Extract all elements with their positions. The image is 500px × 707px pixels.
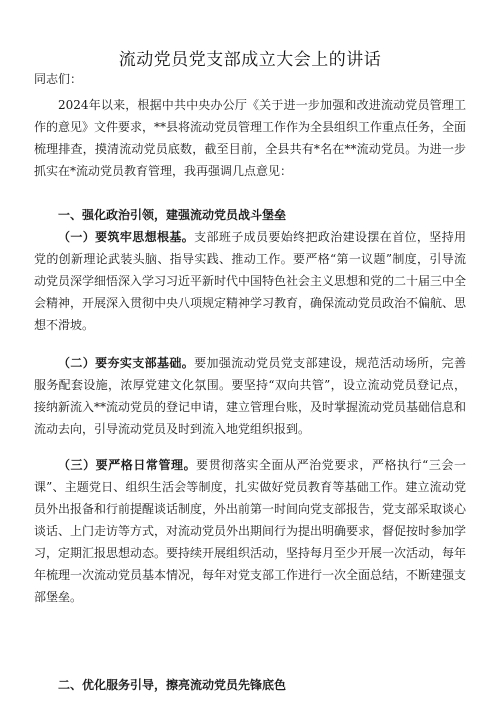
page-title: 流动党员党支部成立大会上的讲话 bbox=[118, 50, 382, 71]
paragraph-body: 支部班子成员要始终把政治建设摆在首位，坚持用党的创新理论武装头脑、指导实践、推动工作。要严格“第一议题”制度，引导流动党员深学细悟深入学习习近平新时代中国特色社会主义思想和党的二十届三中全会精神，开展深入贯彻中央八项规定精神学习教育，确保流动党员政治不偏航、思想不滑坡。 bbox=[34, 230, 467, 332]
section-1-heading: 一、强化政治引领，建强流动党员战斗堡垒 bbox=[58, 208, 287, 222]
section-2-heading: 二、优化服务引导，擦亮流动党员先锋底色 bbox=[58, 678, 287, 692]
paragraph-body: 要贯彻落实全面从严治党要求，严格执行“三会一课”、主题党日、组织生活会等制度，扎实做好党员教育等基础工作。建立流动党员外出报备和行前提醒谈话制度，外出前第一时间向党支部报告，党支部采取谈心谈话、上门走访等方式，对流动党员外出期间行为提出明确要求，督促按时参加学习，定期汇报思想动态。要持续开展组织活动，坚持每月至少开展一次活动，每年年梳理一次流动党员基本情况，每年对党支部工作进行一次全面总结，不断建强支部堡垒。 bbox=[34, 458, 467, 604]
section-1-paragraph-2 bbox=[34, 352, 466, 440]
intro-paragraph: 2024年以来，根据中共中央办公厅《关于进一步加强和改进流动党员管理工作的意见》文件要求，**县将流动党员管理工作作为全县组织工作重点任务，全面梳理排查，摸清流动党员底数，截至目前，全县共有*名在**流动党员。为进一步抓实在*流动党员教育管理，我再强调几点意见： bbox=[34, 98, 467, 178]
paragraph-lead: （三）要严格日常管理。 bbox=[58, 458, 197, 472]
section-1-paragraph-3 bbox=[34, 454, 466, 608]
section-1-paragraph-1 bbox=[34, 226, 466, 336]
salutation: 同志们： bbox=[34, 72, 83, 86]
paragraph-body: 要加强流动党员党支部建设，规范活动场所，完善服务配套设施，浓厚党建文化氛围。要坚持“双向共管”，设立流动党员登记点，接纳新流入**流动党员的登记申请，建立管理台账，及时掌握流动党员基础信息和流动去向，引导流动党员及时到流入地党组织报到。 bbox=[34, 356, 467, 436]
paragraph-lead: （一）要筑牢思想根基。 bbox=[58, 230, 195, 244]
paragraph-lead: （二）要夯实支部基础。 bbox=[58, 356, 195, 370]
